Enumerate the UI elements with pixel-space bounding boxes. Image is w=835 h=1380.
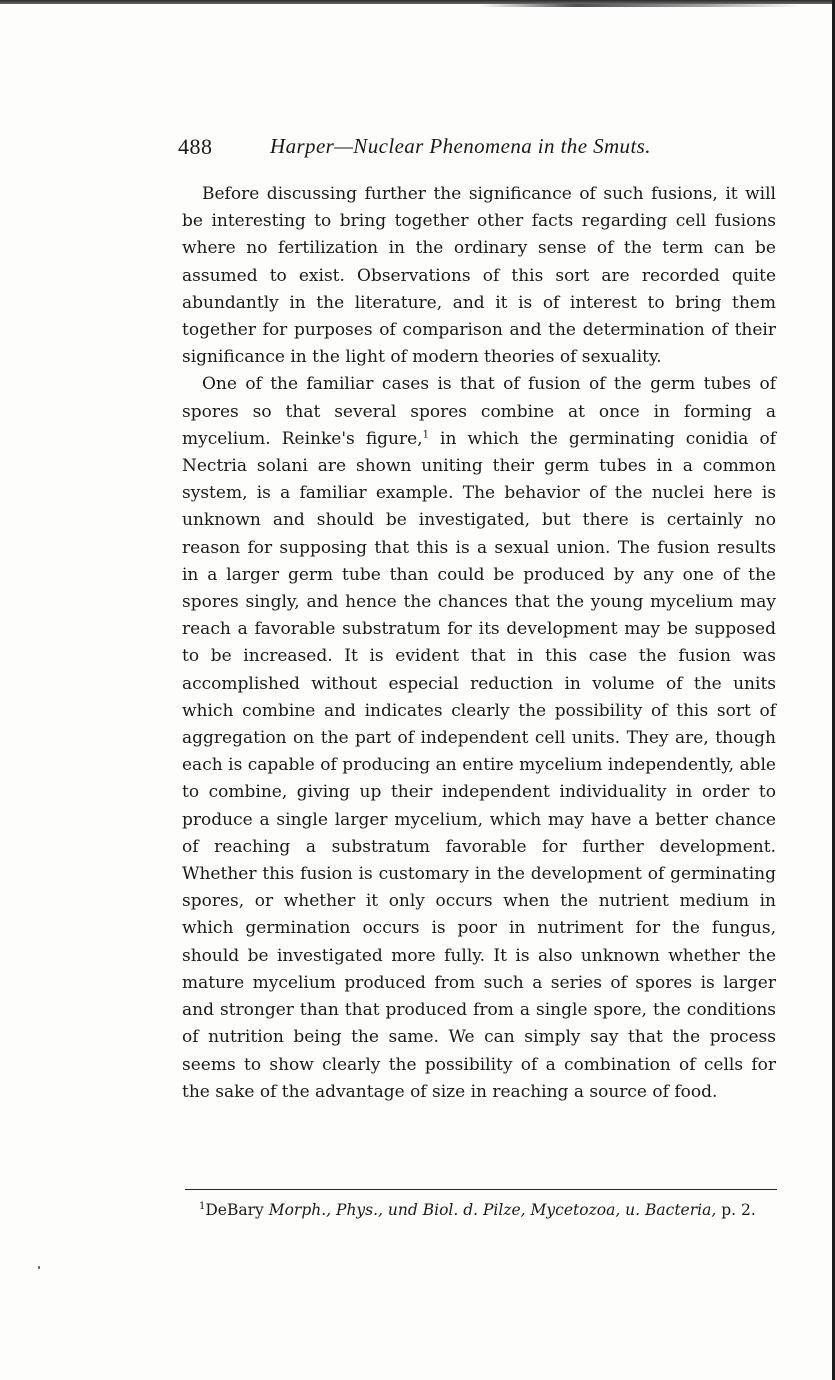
paragraph-2 [182, 371, 776, 1105]
footnote-page: p. 2. [721, 1201, 756, 1219]
page-number: 488 [178, 134, 213, 159]
page-header [178, 134, 780, 164]
scan-speck [38, 1266, 40, 1269]
footnote-title: Morph., Phys., und Biol. d. Pilze, Mycetozoa, u. Bacteria, [268, 1201, 717, 1219]
running-head: Harper—Nuclear Phenomena in the Smuts. [270, 134, 651, 158]
paragraph-1: Before discussing further the significance of such fusions, it will be interesting to bring together other facts regarding cell fusions where no fertilization in the ordinary sense of the term can be assumed to exist. Observations of this sort are recorded quite abundantly in the literature, and it is of interest to bring them together for purposes of comparison and the determination of their significance in the light of modern theories of sexuality. [182, 184, 776, 368]
footnote-reference: 1 [422, 429, 429, 441]
footnote-author: DeBary [205, 1201, 264, 1219]
footnote-marker: 1 [199, 1200, 206, 1212]
footnote-rule [185, 1189, 777, 1190]
scan-streak [480, 4, 800, 7]
body-text [182, 181, 776, 1106]
footnote [185, 1197, 777, 1223]
paragraph-2-text-before-ref: One of the familiar cases is that of fusion of the germ tubes of spores so that several spores combine at once in forming a mycelium. Reinke's figure, [182, 374, 776, 449]
paragraph-2-text-after-ref: in which the germinating conidia of Nectria solani are shown uniting their germ tubes in a common system, is a familiar example. The behavior of the nuclei here is unknown and should be investigated, but there is certainly no reason for supposing that this is a sexual union. The fusion results in a larger germ tube than could be produced by any one of the spores singly, and hence the chances that the young mycelium may reach a favorable substratum for its development may be supposed to be increased. It is evident that in this case the fusion was accomplished without especial reduction in volume of the units which combine and indicates clearly the possibility of this sort of aggregation on the part of independent cell units. They are, though each is capable of producing an entire mycelium independently, able to combine, giving up their independent individuality in order to produce a single larger mycelium, which may have a better chance of reaching a substratum favorable for further development. Whether this fusion is customary in the development of germinating spores, or whether it only occurs when the nutrient medium in which germination occurs is poor in nutriment for the fungus, should be investigated more fully. It is also unknown whether the mature mycelium produced from such a series of spores is larger and stronger than that produced from a single spore, the conditions of nutrition being the same. We can simply say that the process seems to show clearly the possibility of a combination of cells for the sake of the advantage of size in reaching a source of food. [182, 428, 776, 1102]
